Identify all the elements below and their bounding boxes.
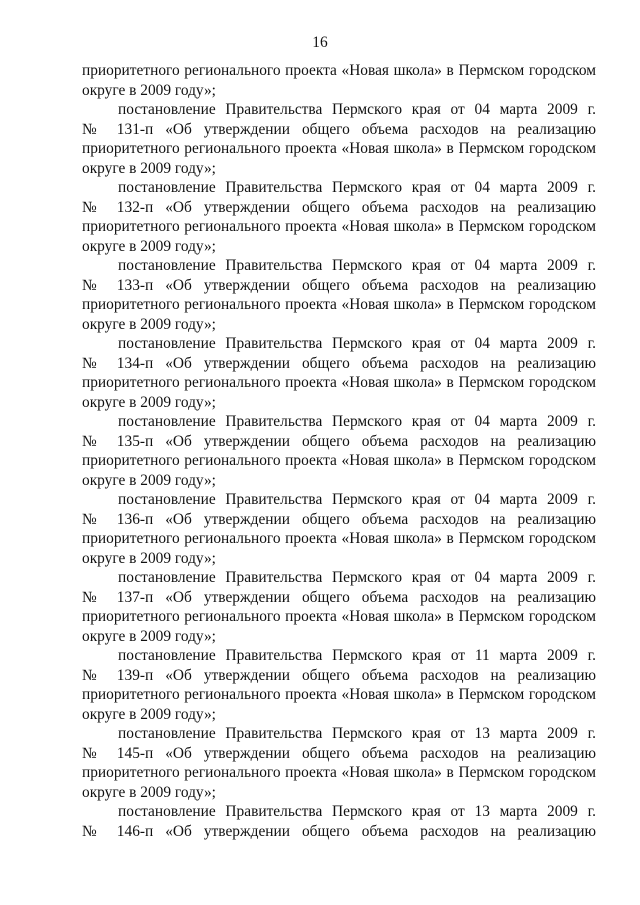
text-line: № 145-п «Об утверждении общего объема расходов на реализацию — [82, 744, 596, 762]
text-line: приоритетного регионального проекта «Новая школа» в Пермском городском — [82, 686, 596, 703]
text-line: № 139-п «Об утверждении общего объема расходов на реализацию — [82, 666, 596, 684]
text-line: округе в 2009 году»; — [82, 627, 216, 645]
text-line: № 146-п «Об утверждении общего объема расходов на реализацию — [82, 822, 596, 840]
text-line: приоритетного регионального проекта «Новая школа» в Пермском городском — [82, 296, 596, 313]
text-line: округе в 2009 году»; — [82, 393, 216, 411]
text-line: постановление Правительства Пермского края от 04 марта 2009 г. — [118, 413, 596, 430]
text-line: постановление Правительства Пермского края от 11 марта 2009 г. — [118, 647, 596, 664]
text-line: постановление Правительства Пермского края от 04 марта 2009 г. — [118, 101, 596, 118]
text-line: приоритетного регионального проекта «Новая школа» в Пермском городском — [82, 140, 596, 157]
text-line: постановление Правительства Пермского края от 04 марта 2009 г. — [118, 335, 596, 352]
text-line: приоритетного регионального проекта «Новая школа» в Пермском городском — [82, 530, 596, 547]
text-line: № 134-п «Об утверждении общего объема расходов на реализацию — [82, 354, 596, 372]
text-line: округе в 2009 году»; — [82, 705, 216, 723]
text-line: округе в 2009 году»; — [82, 81, 216, 99]
text-line: округе в 2009 году»; — [82, 237, 216, 255]
text-line: округе в 2009 году»; — [82, 315, 216, 333]
text-line: приоритетного регионального проекта «Новая школа» в Пермском городском — [82, 608, 596, 625]
text-line: № 132-п «Об утверждении общего объема расходов на реализацию — [82, 198, 596, 216]
text-line: округе в 2009 году»; — [82, 471, 216, 489]
text-line: округе в 2009 году»; — [82, 783, 216, 801]
text-line: округе в 2009 году»; — [82, 159, 216, 177]
text-line: постановление Правительства Пермского края от 04 марта 2009 г. — [118, 257, 596, 274]
text-line: № 137-п «Об утверждении общего объема расходов на реализацию — [82, 588, 596, 606]
text-line: № 131-п «Об утверждении общего объема расходов на реализацию — [82, 120, 596, 138]
text-line: постановление Правительства Пермского края от 04 марта 2009 г. — [118, 179, 596, 196]
text-line: приоритетного регионального проекта «Новая школа» в Пермском городском — [82, 374, 596, 391]
text-line: постановление Правительства Пермского края от 13 марта 2009 г. — [118, 725, 596, 742]
text-line: округе в 2009 году»; — [82, 549, 216, 567]
document-body — [82, 61, 596, 841]
page-number: 16 — [312, 34, 328, 51]
text-line: приоритетного регионального проекта «Новая школа» в Пермском городском — [82, 62, 596, 79]
text-line: приоритетного регионального проекта «Новая школа» в Пермском городском — [82, 764, 596, 781]
text-line: № 133-п «Об утверждении общего объема расходов на реализацию — [82, 276, 596, 294]
text-line: постановление Правительства Пермского края от 04 марта 2009 г. — [118, 569, 596, 586]
text-line: приоритетного регионального проекта «Новая школа» в Пермском городском — [82, 452, 596, 469]
text-line: № 136-п «Об утверждении общего объема расходов на реализацию — [82, 510, 596, 528]
text-line: приоритетного регионального проекта «Новая школа» в Пермском городском — [82, 218, 596, 235]
text-line: постановление Правительства Пермского края от 04 марта 2009 г. — [118, 491, 596, 508]
text-line: постановление Правительства Пермского края от 13 марта 2009 г. — [118, 803, 596, 820]
text-line: № 135-п «Об утверждении общего объема расходов на реализацию — [82, 432, 596, 450]
